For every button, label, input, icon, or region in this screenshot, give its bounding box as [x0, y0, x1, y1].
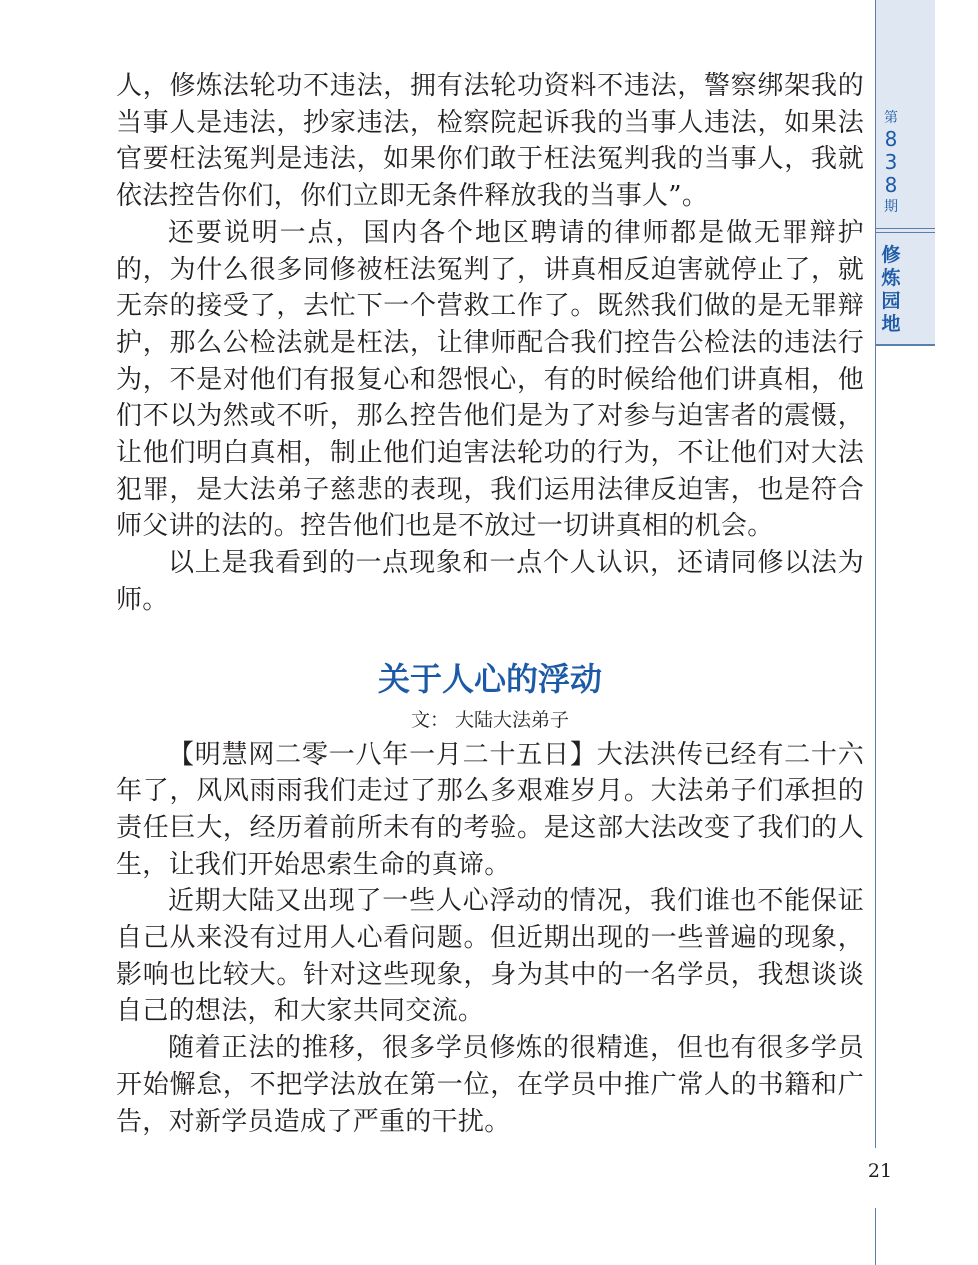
issue-sidebar [875, 0, 935, 1265]
prev-article-paragraph: 人，修炼法轮功不违法，拥有法轮功资料不违法，警察绑架我的当事人是违法，抄家违法，检察院起诉我的当事人违法，如果法官要枉法冤判是违法，如果你们敢于枉法冤判我的当事人，我就依法控告你们，你们立即无条件释放我的当事人”。 [116, 71, 864, 212]
section-char: 修 [881, 244, 901, 266]
prev-article-paragraph: 以上是我看到的一点现象和一点个人认识，还请同修以法为师。 [116, 548, 864, 615]
prev-article-paragraph: 还要说明一点，国内各个地区聘请的律师都是做无罪辩护的，为什么很多同修被枉法冤判了，讲真相反迫害就停止了，就无奈的接受了，去忙下一个营救工作了。既然我们做的是无罪辩护，那么公检法就是枉法，让律师配合我们控告公检法的违法行为，不是对他们有报复心和怨恨心，有的时候给他们讲真相，他们不以为然或不听，那么控告他们是为了对参与迫害者的震慑，让他们明白真相，制止他们迫害法轮功的行为，不让他们对大法犯罪，是大法弟子慈悲的表现，我们运用法律反迫害，也是符合师父讲的法的。控告他们也是不放过一切讲真相的机会。 [116, 217, 864, 542]
issue-digit: 8 [884, 173, 898, 197]
article-title: 关于人心的浮动 [377, 659, 602, 698]
article-paragraph: 随着正法的推移，很多学员修炼的很精進，但也有很多学员开始懈怠，不把学法放在第一位，在学员中推广常人的书籍和广告，对新学员造成了严重的干扰。 [116, 1033, 864, 1137]
main-text [116, 68, 864, 1140]
issue-digit: 8 [884, 127, 898, 151]
sidebar-rule [876, 228, 935, 229]
issue-suffix: 期 [884, 199, 898, 215]
sidebar-rule [876, 232, 935, 233]
article-byline: 文： 大陆大法弟子 [410, 708, 570, 731]
section-char: 炼 [881, 267, 901, 289]
issue-digit: 3 [884, 150, 898, 174]
article-paragraph: 近期大陆又出现了一些人心浮动的情况，我们谁也不能保证自己从来没有过用人心看问题。但近期出现的一些普遍的现象，影响也比较大。针对这些现象，身为其中的一名学员，我想谈谈自己的想法，和大家共同交流。 [116, 886, 864, 1027]
section-label [876, 244, 906, 336]
section-char: 园 [881, 290, 901, 312]
issue-number [876, 108, 906, 217]
issue-prefix: 第 [884, 110, 898, 126]
sidebar-divider-line-bottom [875, 1208, 876, 1265]
article-paragraph: 【明慧网二零一八年一月二十五日】大法洪传已经有二十六年了，风风雨雨我们走过了那么多艰难岁月。大法弟子们承担的责任巨大，经历着前所未有的考验。是这部大法改变了我们的人生，让我们开始思索生命的真谛。 [116, 739, 864, 880]
section-char: 地 [881, 313, 901, 335]
page-number: 21 [867, 1160, 893, 1182]
sidebar-rule [876, 344, 935, 346]
